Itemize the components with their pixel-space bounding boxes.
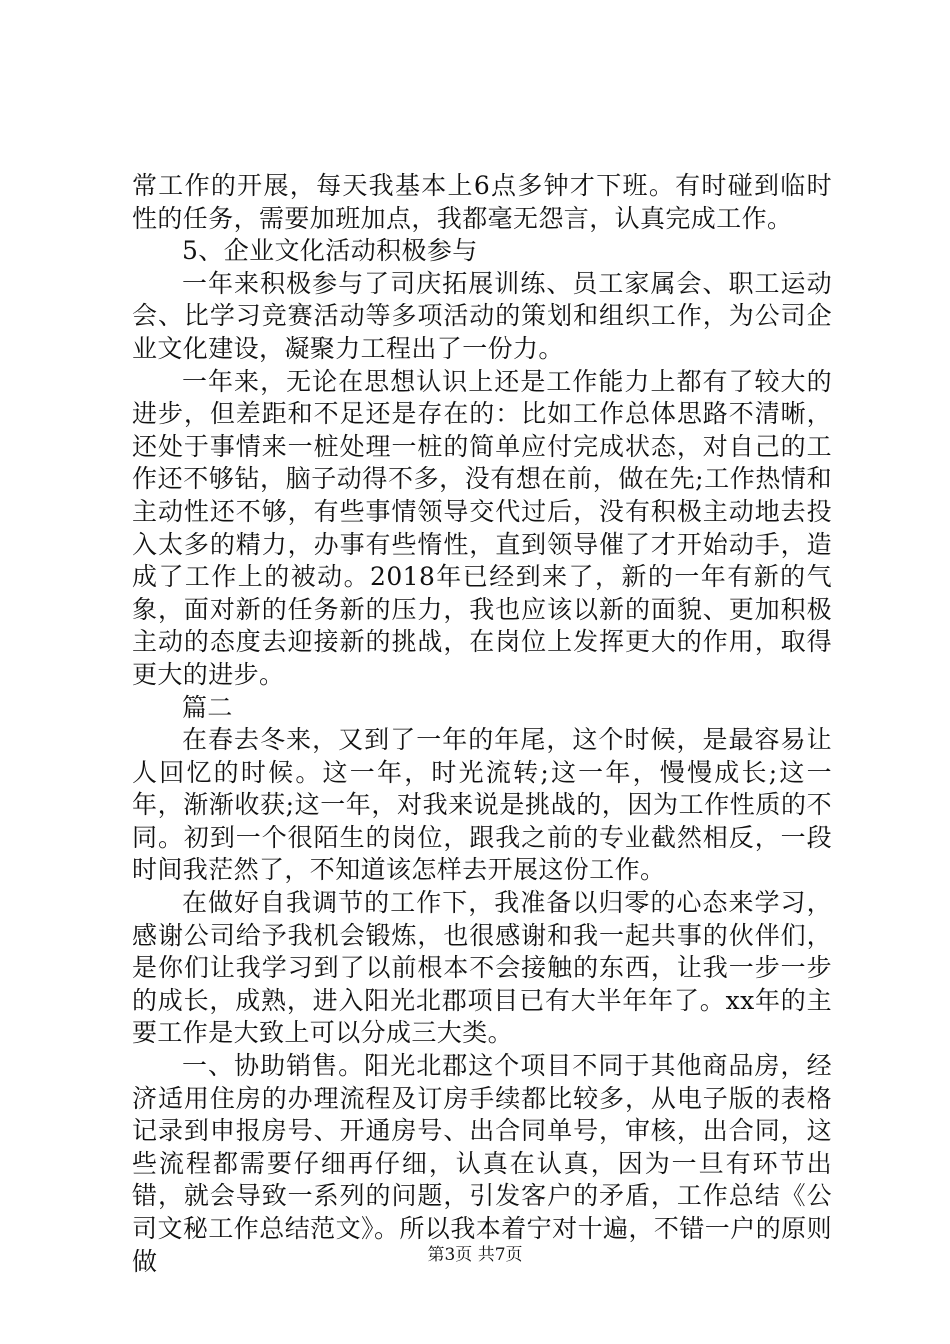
- section-heading-culture: 5、企业文化活动积极参与: [182, 236, 478, 266]
- paragraph-activities: 一年来积极参与了司庆拓展训练、员工家属会、职工运动会、比学习竞赛活动等多项活动的策划和组织工作，为公司企业文化建设，凝聚力工程出了一份力。: [132, 268, 832, 363]
- page-footer: 第3页 共7页: [427, 1245, 523, 1265]
- section-heading-part-two: 篇二: [182, 692, 233, 722]
- paragraph-continuation: 常工作的开展，每天我基本上6点多钟才下班。有时碰到临时性的任务，需要加班加点，我都毫无怨言，认真完成工作。: [132, 171, 832, 233]
- paragraph-year-end: 在春去冬来，又到了一年的年尾，这个时候，是最容易让人回忆的时候。这一年，时光流转;这一年，慢慢成长;这一年，渐渐收获;这一年，对我来说是挑战的，因为工作性质的不同。初到一个很陌生的岗位，跟我之前的专业截然相反，一段时间我茫然了，不知道该怎样去开展这份工作。: [132, 725, 832, 885]
- paragraph-assist-sales: 一、协助销售。阳光北郡这个项目不同于其他商品房，经济适用住房的办理流程及订房手续都比较多，从电子版的表格记录到申报房号、开通房号、出合同单号，审核，出合同，这些流程都需要仔细再仔细，认真在认真，因为一旦有环节出错，就会导致一系列的问题，引发客户的矛盾，工作总结《公司文秘工作总结范文》。所以我本着宁对十遍，不错一户的原则做: [132, 1051, 832, 1276]
- document-body: [132, 170, 832, 1278]
- paragraph-reflection: 一年来，无论在思想认识上还是工作能力上都有了较大的进步，但差距和不足还是存在的：比如工作总体思路不清晰，还处于事情来一桩处理一桩的简单应付完成状态，对自己的工作还不够钻，脑子动得不多，没有想在前，做在先;工作热情和主动性还不够，有些事情领导交代过后，没有积极主动地去投入太多的精力，办事有些惰性，直到领导催了才开始动手，造成了工作上的被动。2018年已经到来了，新的一年有新的气象，面对新的任务新的压力，我也应该以新的面貌、更加积极主动的态度去迎接新的挑战，在岗位上发挥更大的作用，取得更大的进步。: [132, 366, 832, 689]
- paragraph-self-adjustment: 在做好自我调节的工作下，我准备以归零的心态来学习，感谢公司给予我机会锻炼，也很感谢和我一起共事的伙伴们，是你们让我学习到了以前根本不会接触的东西，让我一步一步的成长，成熟，进入阳光北郡项目已有大半年年了。xx年的主要工作是大致上可以分成三大类。: [132, 888, 832, 1048]
